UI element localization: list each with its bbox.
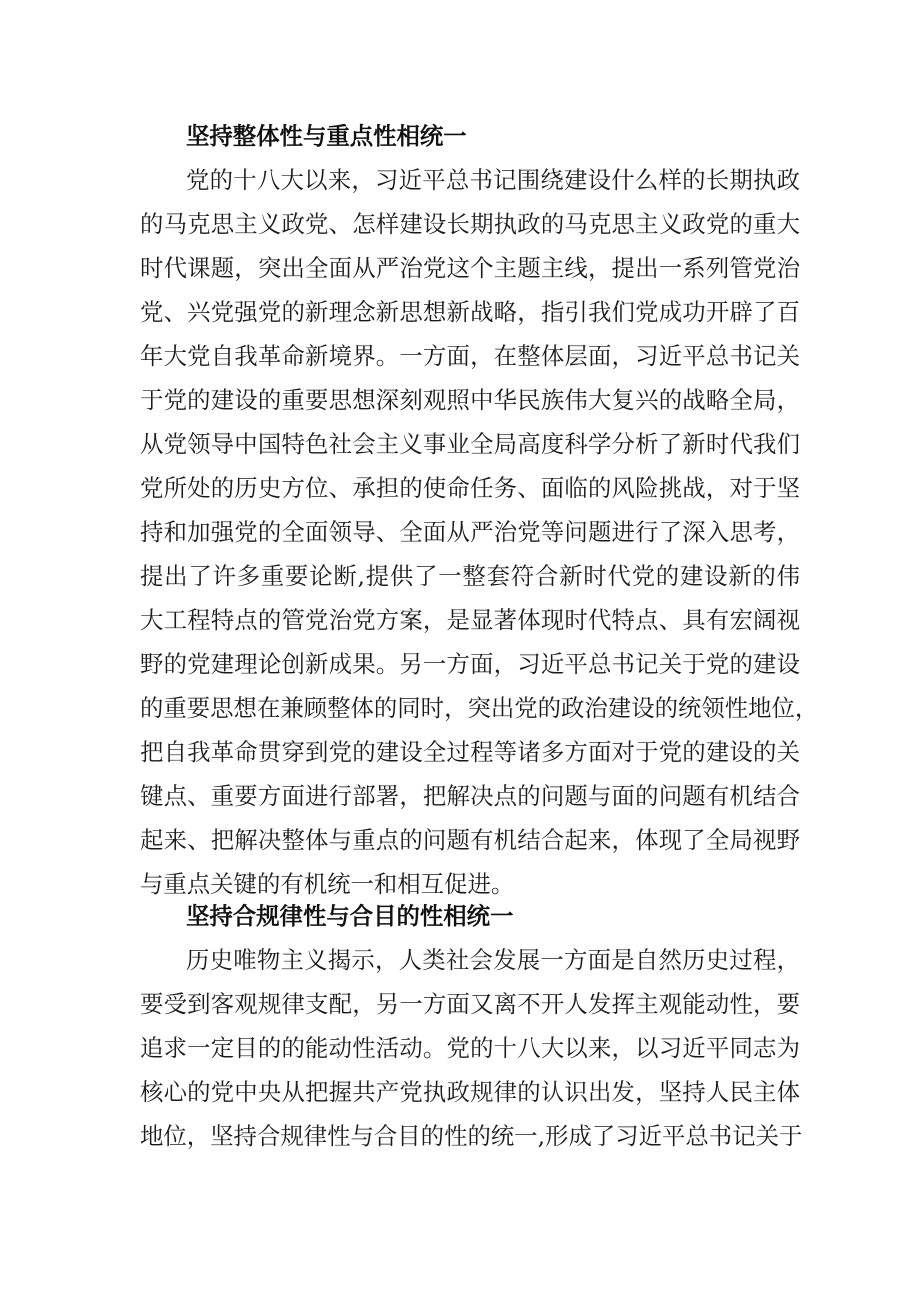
section1-line: 起来、把解决整体与重点的问题有机结合起来，体现了全局视野 <box>140 826 800 854</box>
section2-line: 地位，坚持合规律性与合目的性的统一,形成了习近平总书记关于 <box>140 1122 803 1150</box>
section1-line: 的重要思想在兼顾整体的同时，突出党的政治建设的统领性地位， <box>140 694 819 722</box>
section2-line: 核心的党中央从把握共产党执政规律的认识出发，坚持人民主体 <box>140 1078 800 1106</box>
section1-line: 党所处的历史方位、承担的使命任务、面临的风险挑战，对于坚 <box>140 474 800 502</box>
section1-line: 野的党建理论创新成果。另一方面，习近平总书记关于党的建设 <box>140 650 800 678</box>
section1-line: 党的十八大以来，习近平总书记围绕建设什么样的长期执政 <box>186 166 800 194</box>
section1-line: 党、兴党强党的新理念新思想新战略，指引我们党成功开辟了百 <box>140 298 800 326</box>
section1-line: 于党的建设的重要思想深刻观照中华民族伟大复兴的战略全局， <box>140 386 800 414</box>
section1-line: 把自我革命贯穿到党的建设全过程等诸多方面对于党的建设的关 <box>140 738 800 766</box>
section1-line: 时代课题，突出全面从严治党这个主题主线，提出一系列管党治 <box>140 254 800 282</box>
section1-line: 年大党自我革命新境界。一方面，在整体层面，习近平总书记关 <box>140 342 800 370</box>
section2-heading: 坚持合规律性与合目的性相统一 <box>186 902 514 930</box>
section2-line: 历史唯物主义揭示，人类社会发展一方面是自然历史过程， <box>186 946 800 974</box>
section1-heading: 坚持整体性与重点性相统一 <box>186 122 467 150</box>
section1-line: 提出了许多重要论断,提供了一整套符合新时代党的建设新的伟 <box>140 562 800 590</box>
section1-line: 大工程特点的管党治党方案，是显著体现时代特点、具有宏阔视 <box>140 606 800 634</box>
section2-line: 要受到客观规律支配，另一方面又离不开人发挥主观能动性，要 <box>140 990 800 1018</box>
section1-line: 键点、重要方面进行部署，把解决点的问题与面的问题有机结合 <box>140 782 800 810</box>
section1-line: 的马克思主义政党、怎样建设长期执政的马克思主义政党的重大 <box>140 210 800 238</box>
section1-line: 持和加强党的全面领导、全面从严治党等问题进行了深入思考， <box>140 518 800 546</box>
section2-line: 追求一定目的的能动性活动。党的十八大以来，以习近平同志为 <box>140 1034 800 1062</box>
section1-line: 从党领导中国特色社会主义事业全局高度科学分析了新时代我们 <box>140 430 800 458</box>
section1-line: 与重点关键的有机统一和相互促进。 <box>140 870 515 898</box>
